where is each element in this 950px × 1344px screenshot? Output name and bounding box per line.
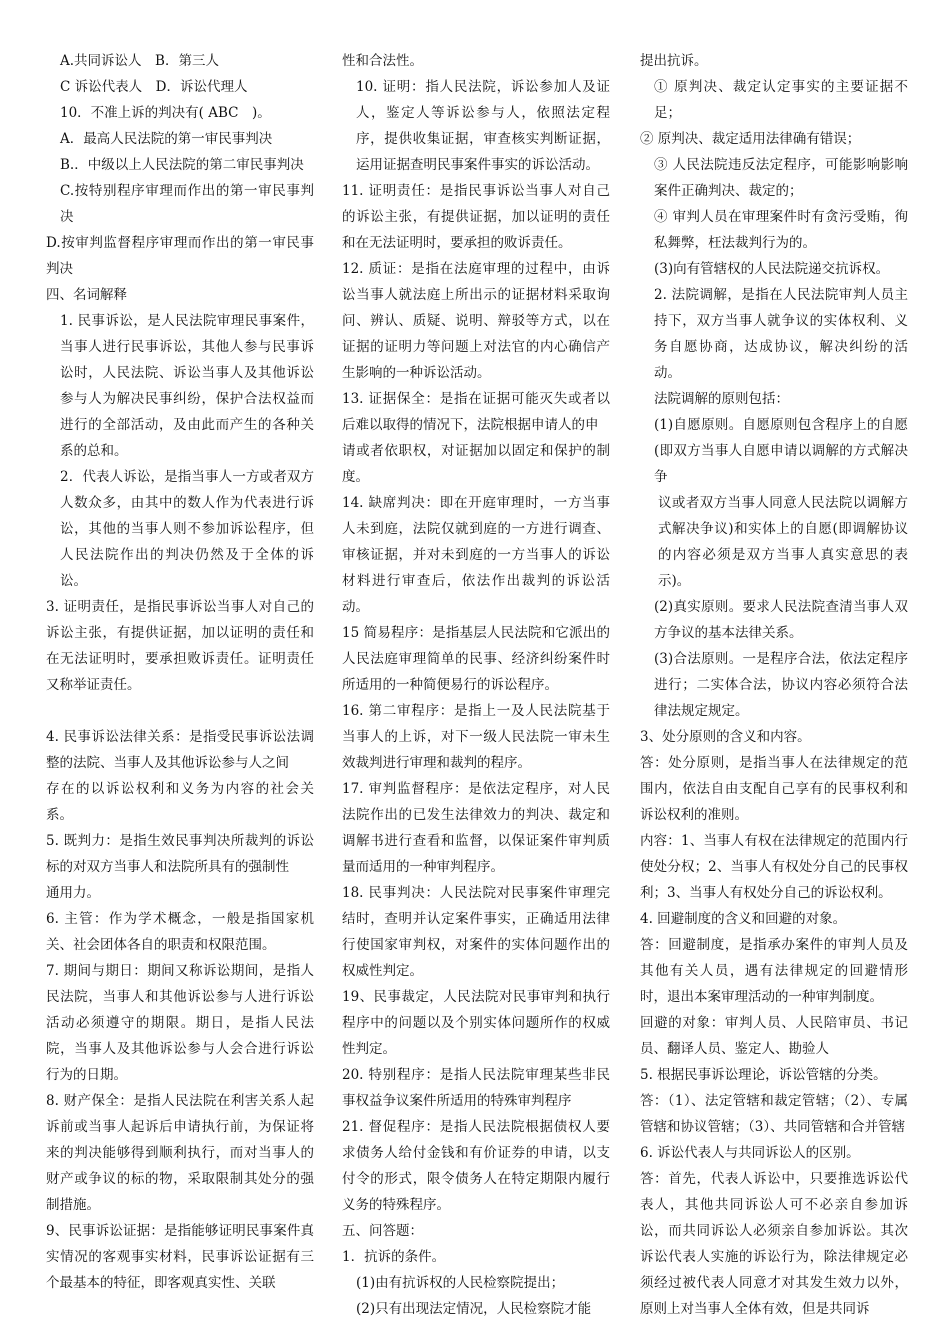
paragraph: 请或者依职权，对证据加以固定和保护的制度。: [342, 443, 610, 485]
paragraph: C.按特别程序审理而作出的第一审民事判决: [60, 183, 314, 225]
paragraph: 四、名词解释: [46, 287, 127, 303]
paragraph: 10. 证明：指人民法院，诉讼参加人及证人，鉴定人等诉讼参与人，依照法定程序，提供收集证据，审查核实判断证据，运用证据查明民事案件事实的诉讼活动。: [356, 79, 610, 173]
paragraph: ① 原判决、裁定认定事实的主要证据不足；: [654, 79, 908, 121]
paragraph: 10．不准上诉的判决有( ABC )。: [60, 105, 271, 121]
paragraph: 回避的对象：审判人员、人民陪审员、书记员、翻译人员、鉴定人、勘验人: [640, 1015, 908, 1057]
paragraph: C 诉讼代表人 D．诉讼代理人: [60, 79, 248, 95]
paragraph: 提出抗诉。: [640, 53, 708, 69]
paragraph: 8. 财产保全：是指人民法院在利害关系人起诉前或当事人起诉后申请执行前，为保证将来的判决能够得到顺利执行，而对当事人的财产或争议的标的物，采取限制其处分的强制措施。: [46, 1093, 314, 1213]
paragraph: 内容：1、当事人有权在法律规定的范围内行使处分权；2、当事人有权处分自己的民事权利；3、当事人有权处分自己的诉讼权利。: [640, 833, 908, 901]
paragraph: 性和合法性。: [342, 53, 423, 69]
paragraph: 11. 证明责任：是指民事诉讼当事人对自己的诉讼主张，有提供证据，加以证明的责任和在无法证明时，要承担的败诉责任。: [342, 183, 610, 251]
paragraph: 14. 缺席判决：即在开庭审理时，一方当事人未到庭，法院仅就到庭的一方进行调查、审核证据，并对未到庭的一方当事人的诉讼材料进行审查后，依法作出裁判的诉讼活动。: [342, 495, 610, 615]
paragraph: 5. 既判力：是指生效民事判决所裁判的诉讼标的对双方当事人和法院所具有的强制性: [46, 833, 314, 875]
paragraph: 6. 主管：作为学术概念，一般是指国家机关、社会团体各自的职责和权限范围。: [46, 911, 314, 953]
paragraph: 17. 审判监督程序：是依法定程序，对人民法院作出的已发生法律效力的判决、裁定和调解书进行查看和监督，以保证案件审判质量而适用的一种审判程序。: [342, 781, 610, 875]
paragraph: (3)向有管辖权的人民法院递交抗诉权。: [654, 261, 890, 277]
paragraph: 议或者双方当事人同意人民法院以调解方式解决争议)和实体上的自愿(即调解协议的内容必须是双方当事人真实意思的表示)。: [658, 495, 908, 589]
paragraph: D.按审判监督程序审理而作出的第一审民事判决: [46, 235, 314, 277]
paragraph: 15 简易程序：是指基层人民法院和它派出的人民法庭审理简单的民事、经济纠纷案件时所适用的一种简便易行的诉讼程序。: [342, 625, 610, 693]
paragraph: 1. 民事诉讼，是人民法院审理民事案件，当事人进行民事诉讼，其他人参与民事诉讼时，人民法院、诉讼当事人及其他诉讼参与人为解决民事纠纷，保护合法权益而进行的全部活动，及由此而产生的各种关系的总和。: [60, 313, 314, 459]
paragraph: 法院调解的原则包括：: [654, 391, 789, 407]
paragraph: 6. 诉讼代表人与共同诉讼人的区别。: [640, 1145, 860, 1161]
paragraph: 18. 民事判决：人民法院对民事案件审理完结时，查明并认定案件事实，正确适用法律行使国家审判权，对案件的实体问题作出的权威性判定。: [342, 885, 610, 979]
paragraph: 9、民事诉讼证据：是指能够证明民事案件真实情况的客观事实材料，民事诉讼证据有三个最基本的特征，即客观真实性、关联: [46, 1223, 314, 1291]
paragraph: 4. 民事诉讼法律关系：是指受民事诉讼法调整的法院、当事人及其他诉讼参与人之间: [46, 729, 314, 771]
paragraph: 答：（1）、法定管辖和裁定管辖；（2）、专属管辖和协议管辖；（3）、共同管辖和合并管辖: [640, 1093, 908, 1135]
paragraph: 2．代表人诉讼，是指当事人一方或者双方人数众多，由其中的数人作为代表进行诉讼，其他的当事人则不参加诉讼程序，但人民法院作出的判决仍然及于全体的诉讼。: [60, 469, 314, 589]
paragraph: 7. 期间与期日：期间又称诉讼期间，是指人民法院，当事人和其他诉讼参与人进行诉讼活动必须遵守的期限。期日，是指人民法院，当事人及其他诉讼参与人会合进行诉讼行为的日期。: [46, 963, 314, 1083]
paragraph: 13. 证据保全：是指在证据可能灭失或者以后难以取得的情况下，法院根据申请人的申: [342, 391, 610, 433]
paragraph: 3、处分原则的含义和内容。: [640, 729, 811, 745]
paragraph: 通用力。: [46, 885, 100, 901]
paragraph: 21. 督促程序：是指人民法院根据债权人要求债务人给付金钱和有价证券的申请，以支付令的形式，限令债务人在特定期限内履行义务的特殊程序。: [342, 1119, 610, 1213]
paragraph: 19、民事裁定，人民法院对民事审判和执行程序中的问题以及个别实体问题所作的权威性判定。: [342, 989, 610, 1057]
paragraph: 答：处分原则，是指当事人在法律规定的范围内，依法自由支配自己享有的民事权利和诉讼权利的准则。: [640, 755, 908, 823]
paragraph: 5. 根据民事诉讼理论，诉讼管辖的分类。: [640, 1067, 887, 1083]
paragraph: (2)只有出现法定情况，人民检察院才能: [356, 1301, 592, 1317]
paragraph: 1．抗诉的条件。: [342, 1249, 446, 1265]
paragraph: [46, 698, 314, 724]
paragraph: A．最高人民法院的第一审民事判决: [60, 131, 273, 147]
paragraph: 答：回避制度，是指承办案件的审判人员及其他有关人员，遇有法律规定的回避情形时，退出本案审理活动的一种审判制度。: [640, 937, 908, 1005]
paragraph: 存在的以诉讼权利和义务为内容的社会关系。: [46, 781, 314, 823]
paragraph: ③ 人民法院违反法定程序，可能影响影响案件正确判决、裁定的；: [654, 157, 908, 199]
paragraph: 4. 回避制度的含义和回避的对象。: [640, 911, 847, 927]
paragraph: ② 原判决、裁定适用法律确有错误；: [640, 131, 861, 147]
paragraph: (1)自愿原则。自愿原则包含程序上的自愿(即双方当事人自愿申请以调解的方式解决争: [654, 417, 908, 485]
column-left: [46, 48, 314, 1296]
paragraph: 答：首先，代表人诉讼中，只要推选诉讼代表人，其他共同诉讼人可不必亲自参加诉讼，而共同诉讼人必须亲自参加诉讼。其次诉讼代表人实施的诉讼行为，除法律规定必须经过被代表人同意才对其发生效力以外，原则上对当事人全体有效，但是共同诉: [640, 1171, 908, 1317]
paragraph: ④ 审判人员在审理案件时有贪污受贿，徇私舞弊，枉法裁判行为的。: [654, 209, 908, 251]
paragraph: (2)真实原则。要求人民法院查清当事人双方争议的基本法律关系。: [654, 599, 908, 641]
paragraph: 五、问答题：: [342, 1223, 423, 1239]
paragraph: 16. 第二审程序：是指上一及人民法院基于当事人的上诉，对下一级人民法院一审未生效裁判进行审理和裁判的程序。: [342, 703, 610, 771]
paragraph: 3. 证明责任，是指民事诉讼当事人对自己的诉讼主张，有提供证据，加以证明的责任和在无法证明时，要承担败诉责任。证明责任又称举证责任。: [46, 599, 314, 693]
paragraph: A.共同诉讼人 B．第三人: [60, 53, 219, 69]
paragraph: 12. 质证：是指在法庭审理的过程中，由诉讼当事人就法庭上所出示的证据材料采取询问、辨认、质疑、说明、辩驳等方式，以在证据的证明力等问题上对法官的内心确信产生影响的一种诉讼活动。: [342, 261, 610, 381]
paragraph: 2. 法院调解，是指在人民法院审判人员主持下，双方当事人就争议的实体权利、义务自愿协商，达成协议，解决纠纷的活动。: [654, 287, 908, 381]
paragraph: (3)合法原则。一是程序合法，依法定程序进行；二实体合法，协议内容必须符合法律法规定规定。: [654, 651, 908, 719]
paragraph: 20. 特别程序：是指人民法院审理某些非民事权益争议案件所适用的特殊审判程序: [342, 1067, 610, 1109]
paragraph: (1)由有抗诉权的人民检察院提出；: [356, 1275, 565, 1291]
paragraph: B.．中级以上人民法院的第二审民事判决: [60, 157, 304, 173]
column-right: [640, 48, 908, 1322]
column-middle: [342, 48, 610, 1322]
